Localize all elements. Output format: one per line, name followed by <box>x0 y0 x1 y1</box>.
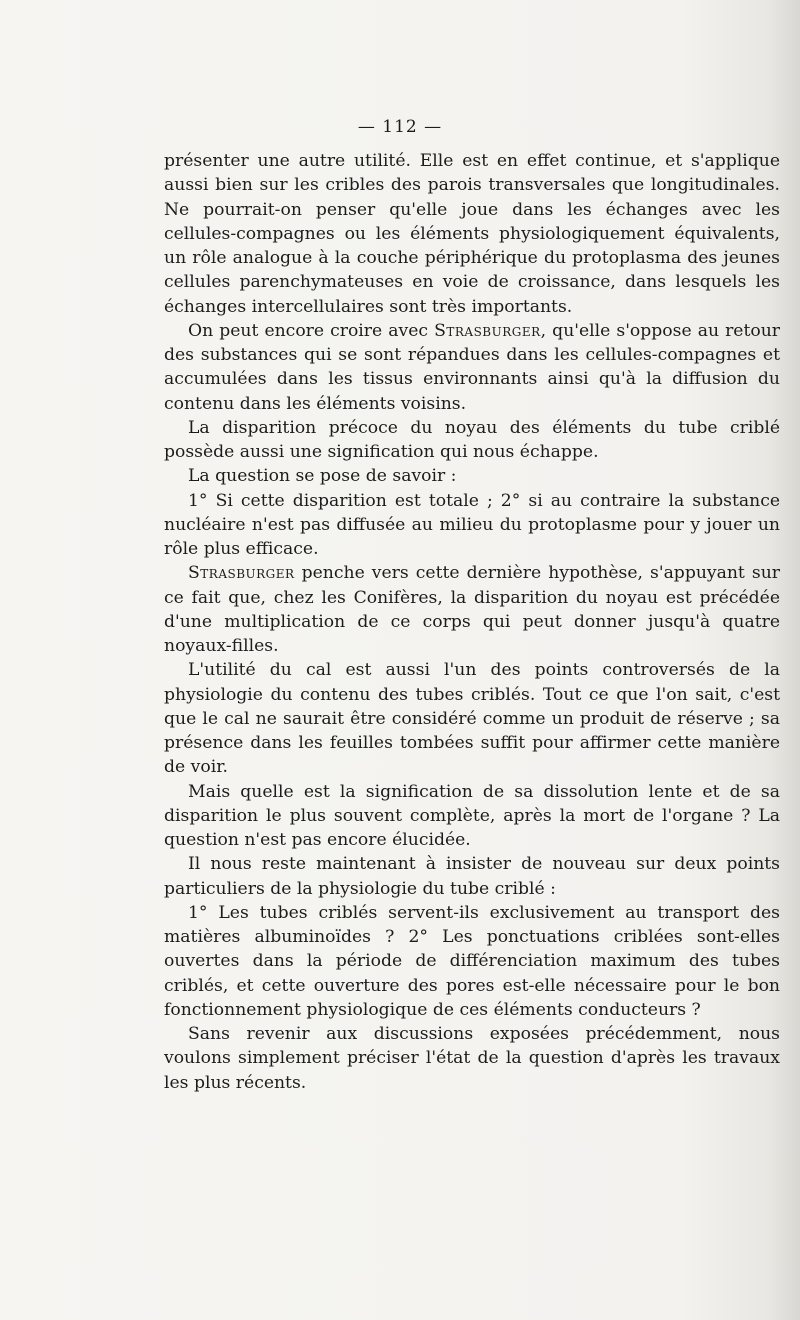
paragraph-1: présenter une autre utilité. Elle est en effet continue, et s'applique aussi bien sur les cribles des parois transversales que longitudinales. Ne pourrait-on penser qu'elle joue dans les échanges avec les cellules-compagnes ou les éléments physiologiquement équivalents, un rôle analogue à la couche périphérique du protoplasma des jeunes cellules parenchymateuses en voie de croissance, dans lesquels les échanges intercellulaires sont très importants. <box>164 151 780 317</box>
paragraph-2-before: On peut encore croire avec <box>188 320 435 341</box>
paragraph-6-after: penche vers cette dernière hypothèse, s'appuyant sur ce fait que, chez les Conifères, la disparition du noyau est précédée d'une multiplication de ce corps qui peut donner jusqu'à quatre noyaux-filles. <box>164 563 780 656</box>
paragraph-9: Il nous reste maintenant à insister de nouveau sur deux points particuliers de la physiologie du tube criblé : <box>164 854 780 899</box>
paragraph-2 <box>164 319 780 416</box>
author-strasburger: Strasburger <box>188 563 295 584</box>
paragraph-2-after: , qu'elle s'oppose au retour des substances qui se sont répandues dans les cellules-compagnes et accumulées dans les tissus environnants ainsi qu'à la diffusion du contenu dans les éléments voisins. <box>164 320 781 414</box>
paragraph-7: L'utilité du cal est aussi l'un des points controversés de la physiologie du contenu des tubes criblés. Tout ce que l'on sait, c'est que le cal ne saurait être considéré comme un produit de réserve ; sa présence dans les feuilles tombées suffit pour affirmer cette manière de voir. <box>164 660 780 778</box>
paragraph-4: La question se pose de savoir : <box>188 466 457 487</box>
paragraph-10: 1° Les tubes criblés servent-ils exclusivement au transport des matières albuminoïdes ? 2° Les ponctuations criblées sont-elles ouvertes dans la période de différenciation maximum des tubes criblés, et cette ouverture des pores est-elle nécessaire pour le bon fonctionnement physiologique de ces éléments conducteurs ? <box>164 902 780 1020</box>
paragraph-8: Mais quelle est la signification de sa dissolution lente et de sa disparition le plus souvent complète, après la mort de l'organe ? La question n'est pas encore élucidée. <box>164 781 780 850</box>
paragraph-5: 1° Si cette disparition est totale ; 2° si au contraire la substance nucléaire n'est pas diffusée au milieu du protoplasme pour y jouer un rôle plus efficace. <box>164 490 780 559</box>
page-number-header: — 112 — <box>357 117 443 137</box>
author-strasburger: Strasburger <box>434 320 541 341</box>
body-text <box>164 149 780 1095</box>
paragraph-6 <box>164 561 780 658</box>
paragraph-11: Sans revenir aux discussions exposées précédemment, nous voulons simplement préciser l'état de la question d'après les travaux les plus récents. <box>164 1024 780 1093</box>
paragraph-3: La disparition précoce du noyau des éléments du tube criblé possède aussi une signification qui nous échappe. <box>164 417 780 462</box>
